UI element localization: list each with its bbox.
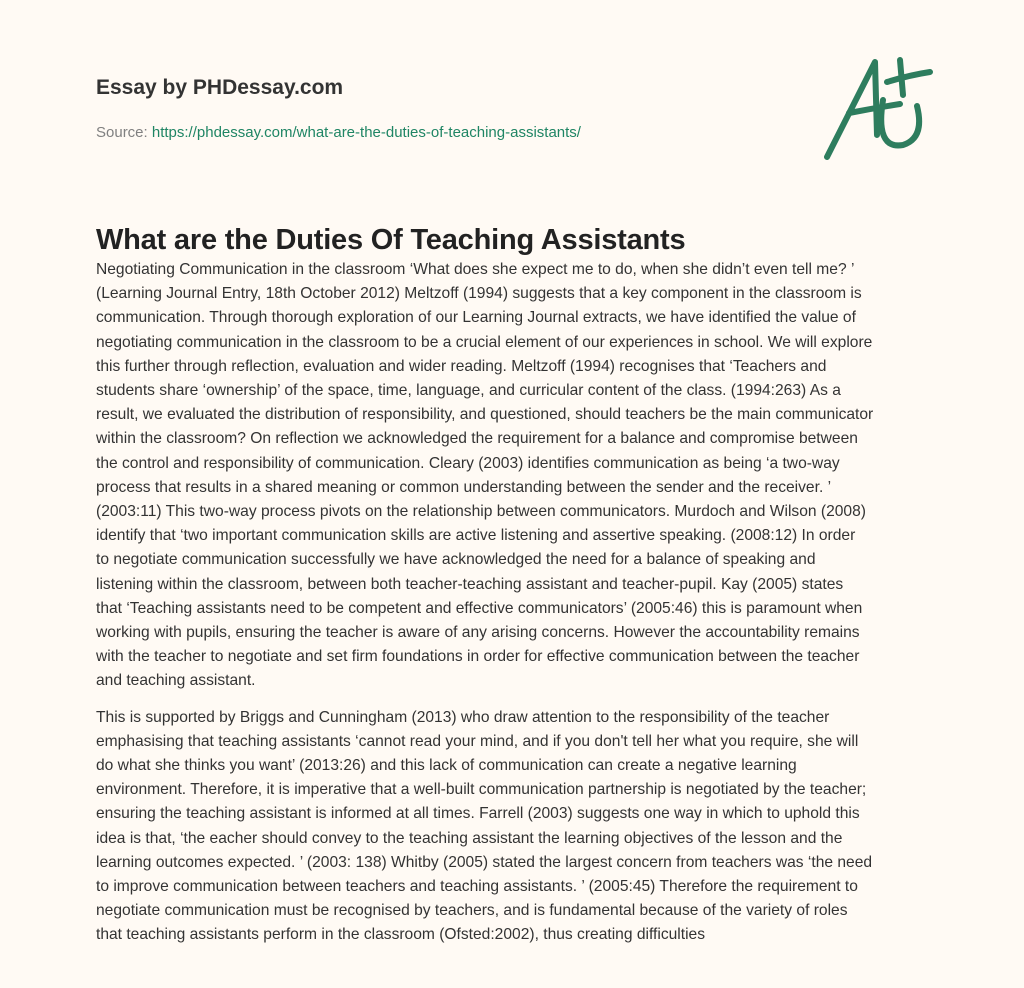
paragraph-line: to improve communication between teachers and teaching assistants. ’ (2005:45) Therefore the requirement to <box>96 878 858 896</box>
essay-paragraph <box>96 258 956 694</box>
paragraph-line: negotiating communication in the classroom to be a crucial element of our experiences in school. We will explore <box>96 333 873 351</box>
a-plus-logo-icon <box>815 40 935 165</box>
paragraph-line: environment. Therefore, it is imperative that a well-built communication partnership is negotiated by the teacher; <box>96 781 867 799</box>
site-brand: Essay by PHDessay.com <box>96 76 344 99</box>
essay-title: What are the Duties Of Teaching Assistants <box>96 224 686 256</box>
paragraph-line: that teaching assistants perform in the classroom (Ofsted:2002), thus creating difficulties <box>96 926 706 944</box>
paragraph-line: do what she thinks you want’ (2013:26) and this lack of communication can create a negative learning <box>96 757 797 775</box>
paragraph-line: (Learning Journal Entry, 18th October 2012) Meltzoff (1994) suggests that a key component in the classroom is <box>96 285 862 303</box>
essay-body <box>96 258 956 960</box>
paragraph-line: (2003:11) This two-way process pivots on the relationship between communicators. Murdoch and Wilson (2008) <box>96 503 866 521</box>
paragraph-line: this further through reflection, evaluation and wider reading. Meltzoff (1994) recognises that ‘Teachers and <box>96 357 827 375</box>
paragraph-line: emphasising that teaching assistants ‘cannot read your mind, and if you don't tell her what you require, she will <box>96 732 859 750</box>
source-link[interactable]: https://phdessay.com/what-are-the-duties-of-teaching-assistants/ <box>151 124 581 141</box>
paragraph-line: identify that ‘two important communication skills are active listening and assertive speaking. (2008:12) In order <box>96 527 856 545</box>
paragraph-line: working with pupils, ensuring the teacher is aware of any arising concerns. However the accountability remains <box>96 624 860 642</box>
paragraph-line: within the classroom? On reflection we acknowledged the requirement for a balance and compromise between <box>96 430 858 448</box>
paragraph-line: Negotiating Communication in the classroom ‘What does she expect me to do, when she didn’t even tell me? ’ <box>96 261 855 278</box>
paragraph-line: that ‘Teaching assistants need to be competent and effective communicators’ (2005:46) this is paramount when <box>96 599 863 617</box>
paragraph-line: and teaching assistant. <box>96 672 256 690</box>
paragraph-line: the control and responsibility of communication. Cleary (2003) identifies communication as being ‘a two-way <box>96 454 840 472</box>
paragraph-line: This is supported by Briggs and Cunningham (2013) who draw attention to the responsibility of the teacher <box>96 708 830 726</box>
essay-paragraph <box>96 706 956 948</box>
paragraph-line: to negotiate communication successfully we have acknowledged the need for a balance of speaking and <box>96 551 816 569</box>
paragraph-line: communication. Through thorough exploration of our Learning Journal extracts, we have identified the value of <box>96 309 856 327</box>
paragraph-line: with the teacher to negotiate and set firm foundations in order for effective communication between the teacher <box>96 648 860 666</box>
source-label: Source: <box>96 124 148 141</box>
paragraph-line: ensuring the teaching assistant is informed at all times. Farrell (2003) suggests one way in which to uphold this <box>96 805 860 823</box>
paragraph-line: negotiate communication must be recognised by teachers, and is fundamental because of the variety of roles <box>96 902 848 920</box>
paragraph-line: idea is that, ‘the eacher should convey to the teaching assistant the learning objectives of the lesson and the <box>96 829 843 847</box>
paragraph-line: listening within the classroom, between both teacher-teaching assistant and teacher-pupil. Kay (2005) states <box>96 575 844 593</box>
paragraph-line: learning outcomes expected. ’ (2003: 138) Whitby (2005) stated the largest concern from teachers was ‘the need <box>96 853 873 871</box>
source-line <box>96 124 581 141</box>
paragraph-line: process that results in a shared meaning or common understanding between the sender and the receiver. ’ <box>96 478 832 496</box>
paragraph-line: result, we evaluated the distribution of responsibility, and questioned, should teachers be the main communicator <box>96 406 874 424</box>
paragraph-line: students share ‘ownership’ of the space, time, language, and curricular content of the class. (1994:263) As a <box>96 382 841 400</box>
